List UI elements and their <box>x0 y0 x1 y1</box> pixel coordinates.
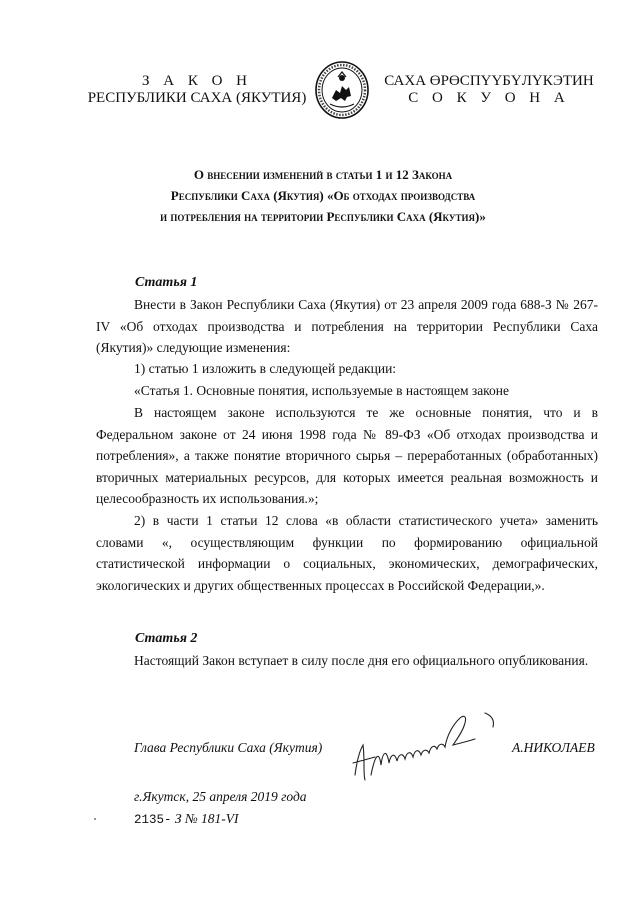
document-title <box>110 164 536 227</box>
title-line-3: и потребления на территории Республики Саха (Якутия)» <box>160 209 486 224</box>
article-1-item-2: 2) в части 1 статьи 12 слова «в области статистического учета» заменить словами «, осуществляющим функции по формированию официальной статистической информации о социальных, экономических, демографических, экологических и других общественных процессах в Российской Федерации,». <box>96 513 598 593</box>
place-date: г.Якутск, 25 апреля 2019 года <box>134 789 307 804</box>
article-2-text: Настоящий Закон вступает в силу после дня его официального опубликования. <box>134 653 589 668</box>
header-left-republic: РЕСПУБЛИКИ САХА (ЯКУТИЯ) <box>87 90 307 106</box>
handwritten-signature <box>335 705 515 790</box>
article-1-intro: Внести в Закон Республики Саха (Якутия) от 23 апреля 2009 года 688-З № 267-IV «Об отходах производства и потребления на территории Республики Саха (Якутия)» следующие изменения: <box>96 297 598 355</box>
title-line-1: О внесении изменений в статьи 1 и 12 Закона <box>193 167 453 182</box>
scan-speck <box>94 818 96 820</box>
registration-number-digits: 2135- <box>134 813 172 827</box>
header-left <box>82 73 312 107</box>
article-1-heading: Статья 1 <box>135 275 198 290</box>
registration-number-suffix: З № 181-VI <box>174 811 239 826</box>
header-right <box>383 73 595 107</box>
header-right-republic: САХА ӨРӨСПҮҮБҮЛҮКЭТИН <box>384 73 594 89</box>
article-1-quote-title: «Статья 1. Основные понятия, используемые в настоящем законе <box>134 383 510 398</box>
emblem-seal-icon <box>314 60 370 120</box>
signatory-name: А.НИКОЛАЕВ <box>512 740 595 755</box>
signatory-position: Глава Республики Саха (Якутия) <box>134 740 323 755</box>
header-left-law-word: З А К О Н <box>141 73 253 89</box>
title-line-2: Республики Саха (Якутия) «Об отходах производства <box>170 188 476 203</box>
article-1-quote-body: В настоящем законе используются те же основные понятия, что и в Федеральном законе от 24 июня 1998 года № 89-ФЗ «Об отходах производства и потребления», а также понятие вторичного сырья – переработанных (обработанных) вторичных материальных ресурсов, для которых имеется реальная возможность и целесообразность их использования.»; <box>96 405 598 506</box>
registration-number <box>134 811 239 827</box>
article-1-item-1: 1) статью 1 изложить в следующей редакции: <box>134 361 397 376</box>
article-2-heading: Статья 2 <box>135 631 198 646</box>
header-right-law-word: С О К У О Н А <box>408 90 570 106</box>
